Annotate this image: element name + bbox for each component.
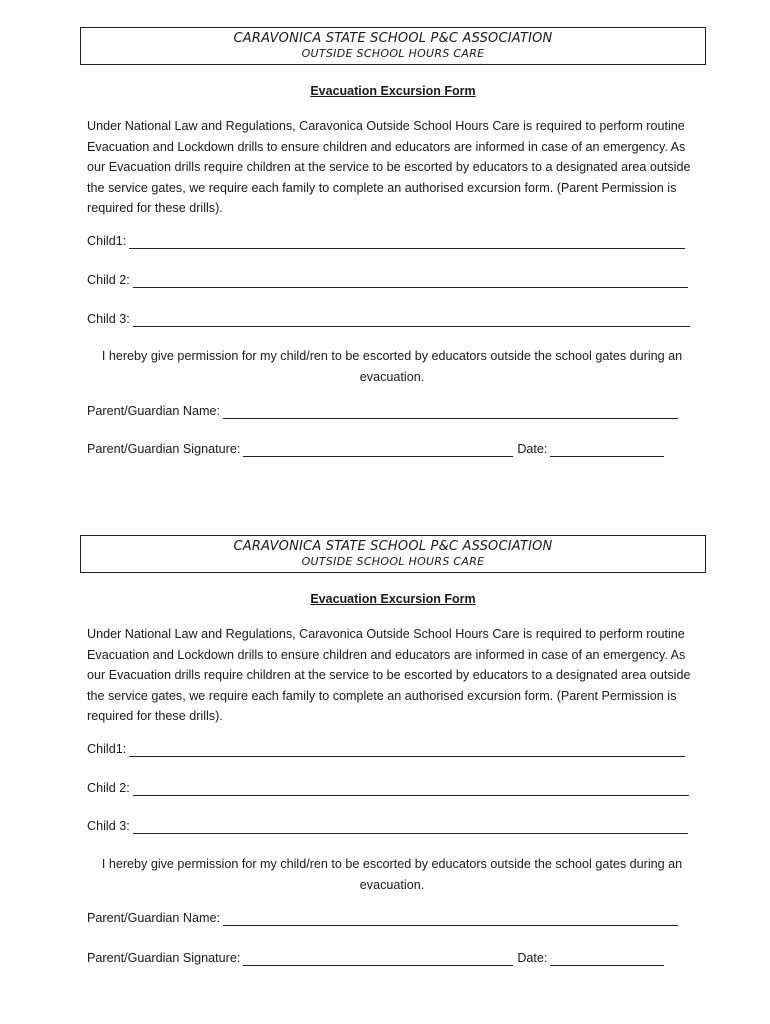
- child3-field[interactable]: [133, 313, 690, 327]
- child1-row: [87, 741, 685, 757]
- child3-row: [87, 818, 688, 834]
- organisation-name: CARAVONICA STATE SCHOOL P&C ASSOCIATION: [233, 31, 553, 46]
- child2-row: [87, 272, 688, 288]
- guardian-name-field[interactable]: [223, 405, 678, 419]
- form-title: Evacuation Excursion Form: [310, 592, 476, 606]
- child1-row: [87, 233, 685, 249]
- date-field[interactable]: [550, 952, 664, 966]
- guardian-signature-row: [87, 950, 664, 966]
- guardian-signature-field[interactable]: [243, 443, 513, 457]
- child2-label: Child 2:: [87, 273, 130, 287]
- form-header: [80, 27, 706, 65]
- child1-field[interactable]: [129, 743, 685, 757]
- guardian-name-field[interactable]: [223, 912, 678, 926]
- guardian-signature-row: [87, 441, 664, 457]
- date-label: Date:: [517, 442, 548, 456]
- guardian-name-label: Parent/Guardian Name:: [87, 404, 221, 418]
- organisation-name: CARAVONICA STATE SCHOOL P&C ASSOCIATION: [233, 539, 553, 554]
- guardian-name-row: [87, 403, 678, 419]
- child1-label: Child1:: [87, 742, 127, 756]
- guardian-signature-field[interactable]: [243, 952, 513, 966]
- date-field[interactable]: [550, 443, 664, 457]
- child2-row: [87, 780, 689, 796]
- child2-field[interactable]: [133, 782, 689, 796]
- guardian-signature-label: Parent/Guardian Signature:: [87, 442, 241, 456]
- child1-label: Child1:: [87, 234, 127, 248]
- child3-row: [87, 311, 690, 327]
- child2-field[interactable]: [133, 274, 688, 288]
- date-label: Date:: [517, 951, 548, 965]
- permission-statement: I hereby give permission for my child/ren to be escorted by educators outside the school gates during an evacuation.: [101, 857, 683, 892]
- child3-label: Child 3:: [87, 819, 130, 833]
- service-name: OUTSIDE SCHOOL HOURS CARE: [301, 555, 485, 568]
- guardian-name-row: [87, 910, 678, 926]
- form-intro: Under National Law and Regulations, Caravonica Outside School Hours Care is required to perform routine Evacuation and Lockdown drills to ensure children and educators are informed in case of an emergency. As our Evacuation drills require children at the service to be escorted by educators to a designated area outside the service gates, we require each family to complete an authorised excursion form. (Parent Permission is required for these drills).: [87, 627, 691, 723]
- child3-field[interactable]: [133, 820, 688, 834]
- child2-label: Child 2:: [87, 781, 130, 795]
- child3-label: Child 3:: [87, 312, 130, 326]
- form-header: [80, 535, 706, 573]
- child1-field[interactable]: [129, 235, 685, 249]
- service-name: OUTSIDE SCHOOL HOURS CARE: [301, 47, 485, 60]
- form-intro: Under National Law and Regulations, Caravonica Outside School Hours Care is required to perform routine Evacuation and Lockdown drills to ensure children and educators are informed in case of an emergency. As our Evacuation drills require children at the service to be escorted by educators to a designated area outside the service gates, we require each family to complete an authorised excursion form. (Parent Permission is required for these drills).: [87, 119, 691, 215]
- guardian-name-label: Parent/Guardian Name:: [87, 911, 221, 925]
- form-title: Evacuation Excursion Form: [310, 84, 476, 98]
- guardian-signature-label: Parent/Guardian Signature:: [87, 951, 241, 965]
- permission-statement: I hereby give permission for my child/ren to be escorted by educators outside the school gates during an evacuation.: [101, 349, 683, 384]
